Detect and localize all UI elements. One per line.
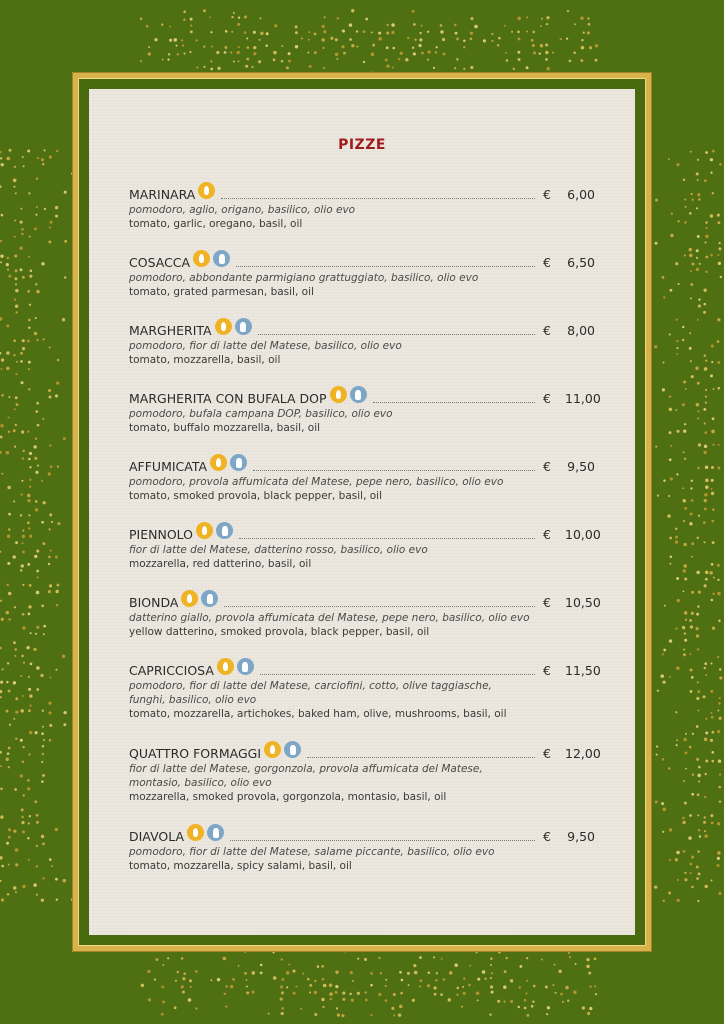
currency-symbol: € [543,323,551,338]
allergen-icons [210,454,247,471]
item-line [129,253,595,271]
item-description-en: mozzarella, smoked provola, gorgonzola, montasio, basil, oil [129,791,447,803]
currency-symbol: € [543,746,551,761]
item-price: 6,00 [567,187,595,202]
dot-leader [221,198,535,199]
currency-symbol: € [543,459,551,474]
item-description-it: fior di latte del Matese, gorgonzola, provola affumicata del Matese, [129,763,483,775]
item-description-en: tomato, garlic, oregano, basil, oil [129,218,303,230]
item-price: 11,50 [565,663,601,678]
menu-paper [89,89,635,935]
item-description-en: tomato, buffalo mozzarella, basil, oil [129,422,321,434]
wheat-icon [187,824,204,841]
menu-item [129,185,595,231]
item-price: 10,00 [565,527,601,542]
item-name: QUATTRO FORMAGGI [129,746,262,761]
item-line [129,525,601,543]
menu-item [129,457,595,503]
item-line [129,744,601,762]
currency-symbol: € [543,391,551,406]
item-description-it: pomodoro, bufala campana DOP, basilico, olio evo [129,408,393,420]
item-name: MARINARA [129,187,196,202]
currency-symbol: € [543,595,551,610]
dot-leader [307,757,535,758]
milk-icon [230,454,247,471]
item-price: 10,50 [565,595,601,610]
currency-symbol: € [543,527,551,542]
menu-item [129,525,601,571]
dot-leader [224,606,535,607]
milk-icon [213,250,230,267]
milk-icon [216,522,233,539]
wheat-icon [210,454,227,471]
item-name: BIONDA [129,595,179,610]
allergen-icons [217,658,254,675]
wheat-icon [196,522,213,539]
item-description-it: pomodoro, abbondante parmigiano grattuggiato, basilico, olio evo [129,272,479,284]
item-description-it: datterino giallo, provola affumicata del Matese, pepe nero, basilico, olio evo [129,612,530,624]
item-line [129,593,601,611]
milk-icon [207,824,224,841]
item-price: 11,00 [565,391,601,406]
item-name: MARGHERITA CON BUFALA DOP [129,391,327,406]
allergen-icons [196,522,233,539]
dot-leader [253,470,535,471]
item-name: COSACCA [129,255,191,270]
item-description-en: mozzarella, red datterino, basil, oil [129,558,312,570]
dot-leader [373,402,535,403]
item-description-it: pomodoro, fior di latte del Matese, salame piccante, basilico, olio evo [129,846,495,858]
menu-item [129,593,601,639]
dot-leader [230,840,535,841]
milk-icon [235,318,252,335]
wheat-icon [181,590,198,607]
allergen-icons [330,386,367,403]
item-name: PIENNOLO [129,527,194,542]
item-price: 9,50 [567,459,595,474]
currency-symbol: € [543,255,551,270]
dot-leader [236,266,535,267]
currency-symbol: € [543,829,551,844]
dot-leader [258,334,535,335]
item-line [129,389,601,407]
item-description-it: pomodoro, fior di latte del Matese, carciofini, cotto, olive taggiasche, [129,680,492,692]
wheat-icon [198,182,215,199]
item-line [129,321,595,339]
milk-icon [350,386,367,403]
menu-item [129,389,601,435]
item-description-it: pomodoro, aglio, origano, basilico, olio evo [129,204,356,216]
allergen-icons [187,824,224,841]
item-name: DIAVOLA [129,829,185,844]
item-description-en: tomato, grated parmesan, basil, oil [129,286,314,298]
dot-leader [239,538,535,539]
menu-item [129,661,601,721]
item-description-it: pomodoro, fior di latte del Matese, basilico, olio evo [129,340,402,352]
item-line [129,457,595,475]
item-description-en: tomato, mozzarella, basil, oil [129,354,281,366]
item-description-en: tomato, smoked provola, black pepper, basil, oil [129,490,383,502]
milk-icon [284,741,301,758]
wheat-icon [264,741,281,758]
item-description-en: yellow datterino, smoked provola, black pepper, basil, oil [129,626,430,638]
item-description-en: tomato, mozzarella, spicy salami, basil, oil [129,860,352,872]
menu-item [129,321,595,367]
menu-item [129,253,595,299]
item-name: AFFUMICATA [129,459,208,474]
item-description-it: fior di latte del Matese, datterino rosso, basilico, olio evo [129,544,428,556]
item-price: 9,50 [567,829,595,844]
item-description-it: funghi, basilico, olio evo [129,694,257,706]
currency-symbol: € [543,663,551,678]
section-title: PIZZE [338,137,386,153]
wheat-icon [215,318,232,335]
menu-item [129,827,595,873]
milk-icon [237,658,254,675]
item-name: MARGHERITA [129,323,212,338]
item-price: 12,00 [565,746,601,761]
item-name: CAPRICCIOSA [129,663,214,678]
wheat-icon [217,658,234,675]
allergen-icons [264,741,301,758]
allergen-icons [215,318,252,335]
item-description-it: montasio, basilico, olio evo [129,777,272,789]
allergen-icons [181,590,218,607]
allergen-icons [198,182,215,199]
milk-icon [201,590,218,607]
wheat-icon [193,250,210,267]
item-line [129,185,595,203]
item-description-it: pomodoro, provola affumicata del Matese, pepe nero, basilico, olio evo [129,476,504,488]
item-line [129,661,601,679]
dot-leader [260,674,535,675]
item-line [129,827,595,845]
currency-symbol: € [543,187,551,202]
allergen-icons [193,250,230,267]
item-price: 8,00 [567,323,595,338]
item-description-en: tomato, mozzarella, artichokes, baked ham, olive, mushrooms, basil, oil [129,708,507,720]
menu-item [129,744,601,804]
wheat-icon [330,386,347,403]
item-price: 6,50 [567,255,595,270]
